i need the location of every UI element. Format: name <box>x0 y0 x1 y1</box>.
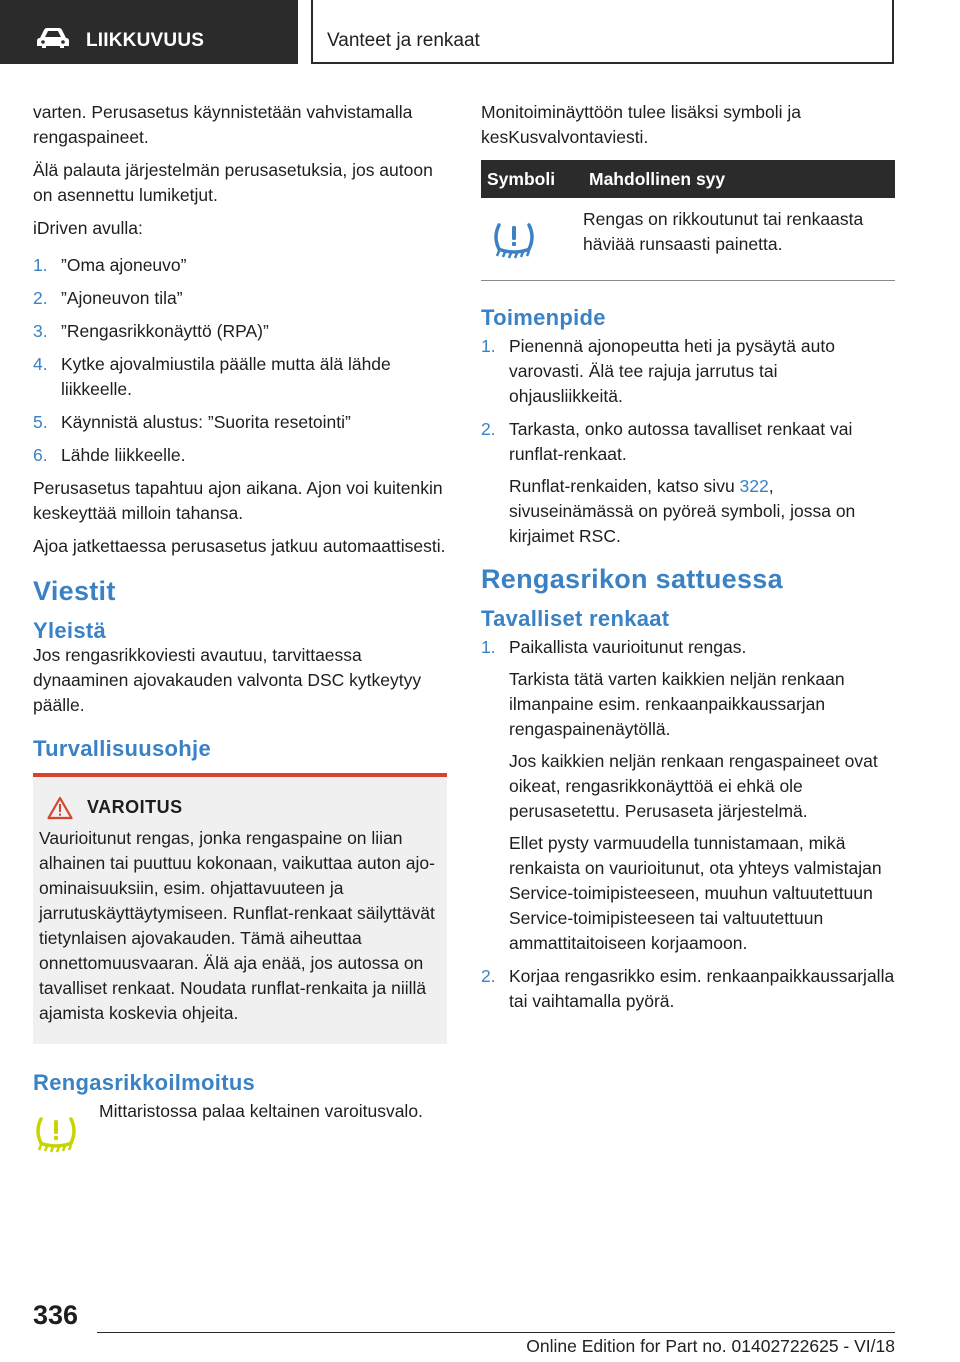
list-item: 3. ”Rengasrikkonäyttö (RPA)” <box>33 321 269 341</box>
list-item: 2. ”Ajoneuvon tila” <box>33 288 183 308</box>
heading-turvallisuusohje: Turvallisuusohje <box>33 736 211 761</box>
table-row <box>481 198 895 281</box>
chapter-title: Vanteet ja renkaat <box>327 30 480 51</box>
list-item: 1. Paikallista vaurioitunut rengas. Tarkista tätä varten kaikkien neljän renkaan ilmanpaine esim. renkaanpaikkaussarjan rengaspainenäytöllä. Jos kaikkien neljän renkaan rengaspaineet ovat oikeat, rengasrikkonäyttöä ei ehkä ole perusasetettu. Perusaseta järjestelmä. Ellet pysty varmuudella tunnistamaan, mikä renkaista on vaurioitunut, ota yhteys valmistajan Service-toimipisteeseen, muuhun valtuutettuun Service-toimipisteeseen tai valtuutettuun ammattitaitoiseen korjaamoon. <box>481 637 882 953</box>
heading-yleista: Yleistä <box>33 618 107 643</box>
heading-tavalliset-renkaat: Tavalliset renkaat <box>481 606 670 631</box>
warning-text: Vaurioitunut rengas, jonka rengaspaine on liian alhainen tai puuttuu kokonaan, vaikuttaa auton ajo-ominaisuuksiin, esim. ohjattavuuteen ja jarrutuskäyttäytymiseen. Runflat-renkaat säilyttävät tietynlaisen ajovakauden. Tämä aiheuttaa onnettomuusvaaran. Älä aja enää, jos autossa on tavalliset renkaat. Noudata runflat-renkaita ja niillä ajamista koskevia ohjeita. <box>39 828 435 1023</box>
table-header-symbol: Symboli <box>481 160 583 198</box>
heading-rengasrikkoilmoitus: Rengasrikkoilmoitus <box>33 1070 256 1095</box>
paragraph: varten. Perusasetus käynnistetään vahvistamalla rengaspaineet. <box>33 102 413 147</box>
list-item: 1. ”Oma ajoneuvo” <box>33 255 187 275</box>
section-title: LIIKKUVUUS <box>86 30 205 51</box>
table-cell-cause: Rengas on rikkoutunut tai renkaasta häviää runsaasti painetta. <box>583 198 895 281</box>
chapter-header <box>311 0 894 64</box>
warning-title: VAROITUS <box>87 797 183 817</box>
section-header <box>0 0 298 64</box>
paragraph: Ajoa jatkettaessa perusasetus jatkuu automaattisesti. <box>33 536 446 556</box>
tire-pressure-symbol-icon <box>491 217 537 259</box>
warning-triangle-icon <box>47 796 73 820</box>
list-item: 5. Käynnistä alustus: ”Suorita resetointi” <box>33 412 351 432</box>
footer-divider <box>97 1332 895 1333</box>
list-item: 2. Korjaa rengasrikko esim. renkaanpaikkaussarjalla tai vaihtamalla pyörä. <box>481 966 895 1011</box>
left-column <box>33 100 447 1153</box>
symbol-table <box>481 160 895 281</box>
paragraph: Perusasetus tapahtuu ajon aikana. Ajon voi kuitenkin keskeyttää milloin tahansa. <box>33 478 443 523</box>
edition-text: Online Edition for Part no. 01402722625 - VI/18 <box>526 1336 895 1356</box>
tire-pressure-warning-icon <box>33 1111 79 1153</box>
list-item: 4. Kytke ajovalmiustila päälle mutta älä lähde liikkeelle. <box>33 354 391 399</box>
paragraph: iDriven avulla: <box>33 218 143 238</box>
warning-header <box>39 795 437 820</box>
runflat-note: Runflat-renkaiden, katso sivu 322, sivuseinämässä on pyöreä symboli, jossa on kirjaimet RSC. <box>509 476 856 546</box>
list-item: 2. Tarkasta, onko autossa tavalliset renkaat vai runflat-renkaat. Runflat-renkaiden, katso sivu 322, sivuseinämässä on pyöreä symboli, jossa on kirjaimet RSC. <box>481 417 895 549</box>
heading-viestit: Viestit <box>33 576 116 606</box>
page-number: 336 <box>33 1300 79 1330</box>
warning-box <box>33 773 447 1044</box>
table-header-cause: Mahdollinen syy <box>583 160 895 198</box>
heading-toimenpide: Toimenpide <box>481 305 606 330</box>
idrive-steps <box>33 253 447 468</box>
indicator-text: Mittaristossa palaa keltainen varoitusvalo. <box>99 1101 423 1121</box>
paragraph: Monitoiminäyttöön tulee lisäksi symboli ja kesKusvalvontaviesti. <box>481 102 801 147</box>
paragraph: Älä palauta järjestelmän perusasetuksia, jos autoon on asennettu lumiketjut. <box>33 160 433 205</box>
list-item: 1. Pienennä ajonopeutta heti ja pysäytä auto varovasti. Älä tee rajuja jarrutus tai ohjausliikkeitä. <box>481 336 835 406</box>
car-icon <box>36 27 70 49</box>
right-column <box>481 100 895 1022</box>
tavalliset-list <box>481 635 895 1014</box>
indicator-row <box>33 1099 447 1153</box>
toimenpide-list <box>481 334 895 549</box>
paragraph: Jos rengasrikkoviesti avautuu, tarvittaessa dynaaminen ajovakauden valvonta DSC kytkeytyy päälle. <box>33 645 422 715</box>
page-link[interactable]: 322 <box>739 476 769 496</box>
heading-rengasrikon-sattuessa: Rengasrikon sattuessa <box>481 564 783 594</box>
list-item: 6. Lähde liikkeelle. <box>33 445 186 465</box>
